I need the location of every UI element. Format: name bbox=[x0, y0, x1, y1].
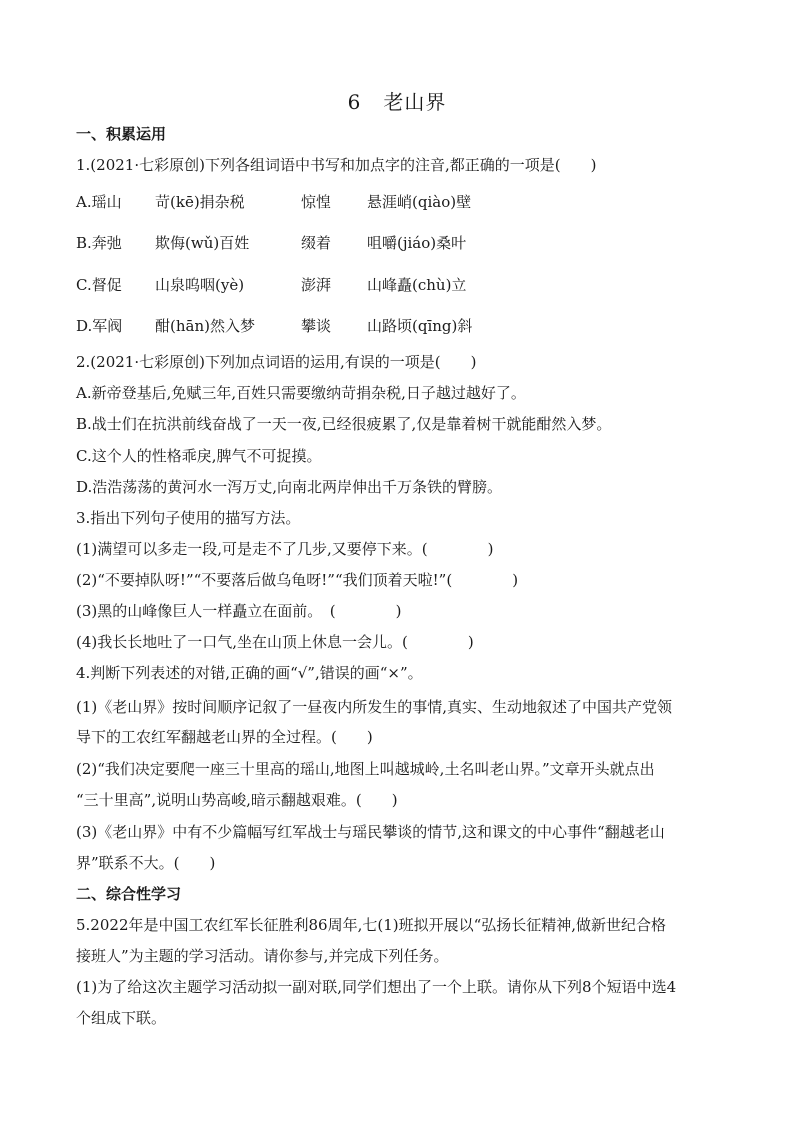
q3-item-2: (2)“不要掉队呀!”“不要落后做乌龟呀!”“我们顶着天啦!”( ) bbox=[76, 571, 519, 589]
q3-item-4: (4)我长长地吐了一口气,坐在山顶上休息一会儿。( ) bbox=[76, 633, 474, 651]
q1-b-word3: 缀着 bbox=[301, 234, 332, 252]
q1-stem: 1.(2021·七彩原创)下列各组词语中书写和加点字的注音,都正确的一项是( ) bbox=[76, 156, 597, 174]
q5-line-1: 5.2022年是中国工农红军长征胜利86周年,七(1)班拟开展以“弘扬长征精神,做新世纪合格 bbox=[76, 916, 667, 934]
q1-a-label: A.瑶山 bbox=[76, 193, 122, 211]
q4-line-6: 界”联系不大。( ) bbox=[76, 854, 216, 872]
q2-option-c: C.这个人的性格乖戾,脾气不可捉摸。 bbox=[76, 447, 322, 465]
q1-d-word4: 山路顷(qīng)斜 bbox=[367, 317, 473, 335]
q1-d-label: D.军阀 bbox=[76, 317, 123, 335]
q1-c-word4: 山峰矗(chù)立 bbox=[367, 276, 467, 294]
q1-a-word4: 悬涯峭(qiào)壁 bbox=[367, 193, 472, 211]
section-heading-2: 二、综合性学习 bbox=[76, 885, 182, 903]
q2-stem: 2.(2021·七彩原创)下列加点词语的运用,有误的一项是( ) bbox=[76, 353, 477, 371]
q4-line-5: (3)《老山界》中有不少篇幅写红军战士与瑶民攀谈的情节,这和课文的中心事件“翻越老山 bbox=[76, 823, 665, 841]
q1-c-label: C.督促 bbox=[76, 276, 122, 294]
q1-d-word3: 攀谈 bbox=[301, 317, 332, 335]
q3-stem: 3.指出下列句子使用的描写方法。 bbox=[76, 509, 301, 527]
q1-b-label: B.奔弛 bbox=[76, 234, 122, 252]
q1-c-word2: 山泉呜咽(yè) bbox=[155, 276, 245, 294]
q4-line-1: (1)《老山界》按时间顺序记叙了一昼夜内所发生的事情,真实、生动地叙述了中国共产党领 bbox=[76, 698, 673, 716]
section-heading-1: 一、积累运用 bbox=[76, 125, 167, 143]
q4-line-4: “三十里高”,说明山势高峻,暗示翻越艰难。( ) bbox=[76, 791, 398, 809]
lesson-name: 老山界 bbox=[383, 90, 447, 114]
lesson-number: 6 bbox=[347, 90, 362, 114]
q4-line-3: (2)“我们决定要爬一座三十里高的瑶山,地图上叫越城岭,土名叫老山界。”文章开头就点出 bbox=[76, 760, 655, 778]
q3-item-3: (3)黑的山峰像巨人一样矗立在面前。 ( ) bbox=[76, 602, 402, 620]
q4-stem: 4.判断下列表述的对错,正确的画“√”,错误的画“×”。 bbox=[76, 664, 423, 682]
q5-line-4: 个组成下联。 bbox=[76, 1009, 167, 1027]
q5-line-3: (1)为了给这次主题学习活动拟一副对联,同学们想出了一个上联。请你从下列8个短语中选4 bbox=[76, 978, 677, 996]
q5-line-2: 接班人”为主题的学习活动。请你参与,并完成下列任务。 bbox=[76, 947, 449, 965]
q3-item-1: (1)满望可以多走一段,可是走不了几步,又要停下来。( ) bbox=[76, 540, 494, 558]
lesson-title bbox=[0, 86, 794, 115]
q1-c-word3: 澎湃 bbox=[301, 276, 332, 294]
q2-option-d: D.浩浩荡荡的黄河水一泻万丈,向南北两岸伸出千万条铁的臂膀。 bbox=[76, 478, 503, 496]
q1-a-word2: 苛(kē)捐杂税 bbox=[155, 193, 245, 211]
q1-d-word2: 酣(hān)然入梦 bbox=[155, 317, 255, 335]
q1-a-word3: 惊惶 bbox=[301, 193, 332, 211]
q2-option-b: B.战士们在抗洪前线奋战了一天一夜,已经很疲累了,仅是靠着树干就能酣然入梦。 bbox=[76, 415, 612, 433]
q2-option-a: A.新帝登基后,免赋三年,百姓只需要缴纳苛捐杂税,日子越过越好了。 bbox=[76, 384, 526, 402]
q1-b-word2: 欺侮(wǔ)百姓 bbox=[155, 234, 250, 252]
q1-b-word4: 咀嚼(jiáo)桑叶 bbox=[367, 234, 467, 252]
q4-line-2: 导下的工农红军翻越老山界的全过程。( ) bbox=[76, 728, 373, 746]
